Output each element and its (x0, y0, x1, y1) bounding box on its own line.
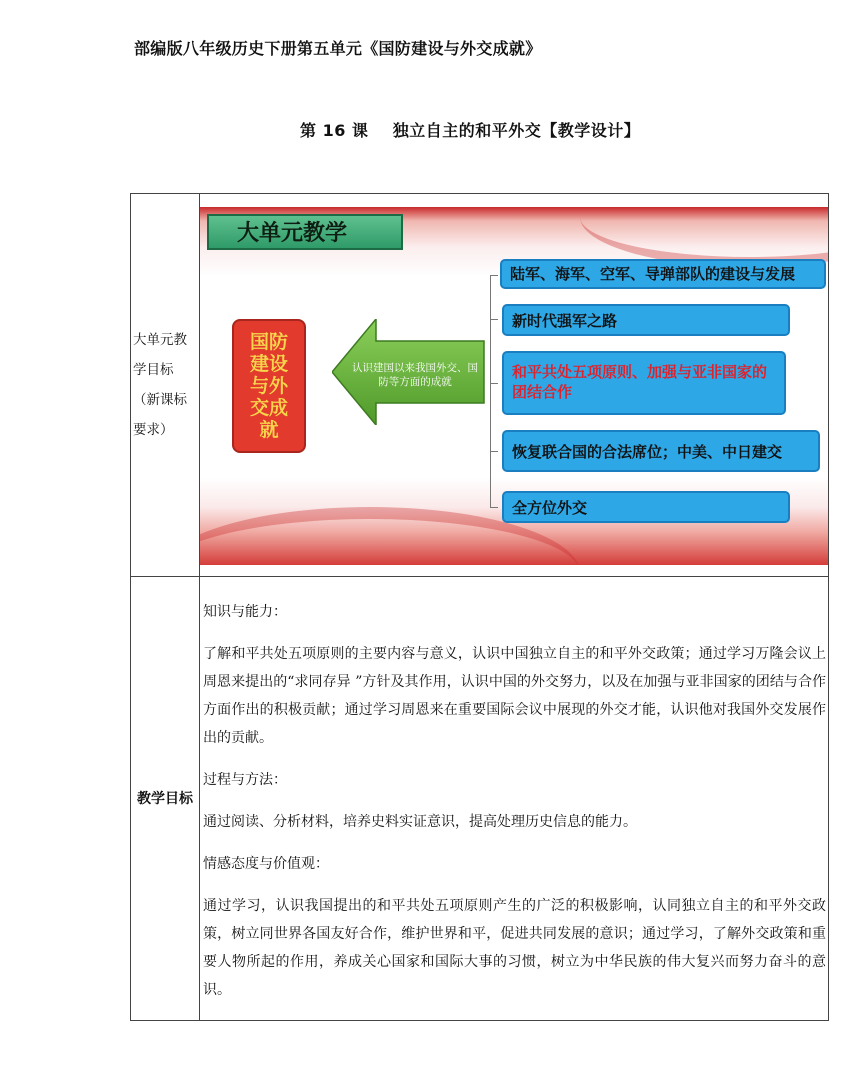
bracket-tick (490, 275, 498, 276)
paragraph: 通过阅读、分析材料，培养史料实证意识，提高处理历史信息的能力。 (203, 813, 637, 830)
teaching-goals-cell (200, 577, 829, 1021)
teaching-goals-text (200, 594, 828, 1004)
section-heading: 情感态度与价值观： (203, 855, 329, 872)
bracket-tick (490, 383, 498, 384)
teaching-goals-label: 教学目标 (131, 577, 200, 1021)
paragraph: 通过学习，认识我国提出的和平共处五项原则产生的广泛的积极影响，认同独立自主的和平外交政策，树立同世界各国友好合作，维护世界和平，促进共同发展的意识；通过学习，了解外交政策和重要人物所起的作用，养成关心国家和国际大事的习惯，树立为中华民族的伟大复兴而努力奋斗的意识。 (203, 897, 826, 998)
arrow-caption: 认识建国以来我国外交、国防等方面的成就 (352, 362, 478, 388)
topic-item: 新时代强军之路 (502, 304, 790, 336)
lesson-title: 第 16 课 独立自主的和平外交【教学设计】 (300, 121, 641, 140)
center-topic-box: 国防 建设 与外 交成 就 (232, 319, 306, 453)
unit-goals-label-text: 大单元教学目标（新课标要求） (133, 332, 187, 438)
unit-diagram-cell (200, 194, 829, 577)
topic-item: 恢复联合国的合法席位；中美、中日建交 (502, 430, 820, 472)
paragraph: 了解和平共处五项原则的主要内容与意义，认识中国独立自主的和平外交政策；通过学习万隆会议上周恩来提出的“求同存异 ”方针及其作用，认识中国的外交努力，以及在加强与亚非国家的团结与合作方面作出的积极贡献；通过学习周恩来在重要国际会议中展现的外交才能，认识他对我国外交发展作出的贡献。 (203, 645, 826, 746)
lesson-table (130, 193, 829, 1021)
topic-item: 陆军、海军、空军、导弹部队的建设与发展 (500, 259, 826, 289)
bracket-tick (490, 451, 498, 452)
bracket-tick (490, 319, 498, 320)
diagram-banner: 大单元教学 (207, 214, 403, 250)
unit-diagram (200, 207, 828, 565)
topic-item-highlighted: 和平共处五项原则、加强与亚非国家的团结合作 (502, 351, 786, 415)
bracket-line (490, 275, 501, 507)
section-heading: 过程与方法： (203, 771, 287, 788)
document-header: 部编版八年级历史下册第五单元《国防建设与外交成就》 (134, 39, 542, 58)
section-heading: 知识与能力： (203, 603, 287, 620)
decorative-swirl (580, 207, 828, 267)
topic-item: 全方位外交 (502, 491, 790, 523)
table-row (131, 194, 829, 577)
bracket-tick (490, 507, 498, 508)
unit-goals-label (131, 194, 200, 577)
table-row (131, 577, 829, 1021)
